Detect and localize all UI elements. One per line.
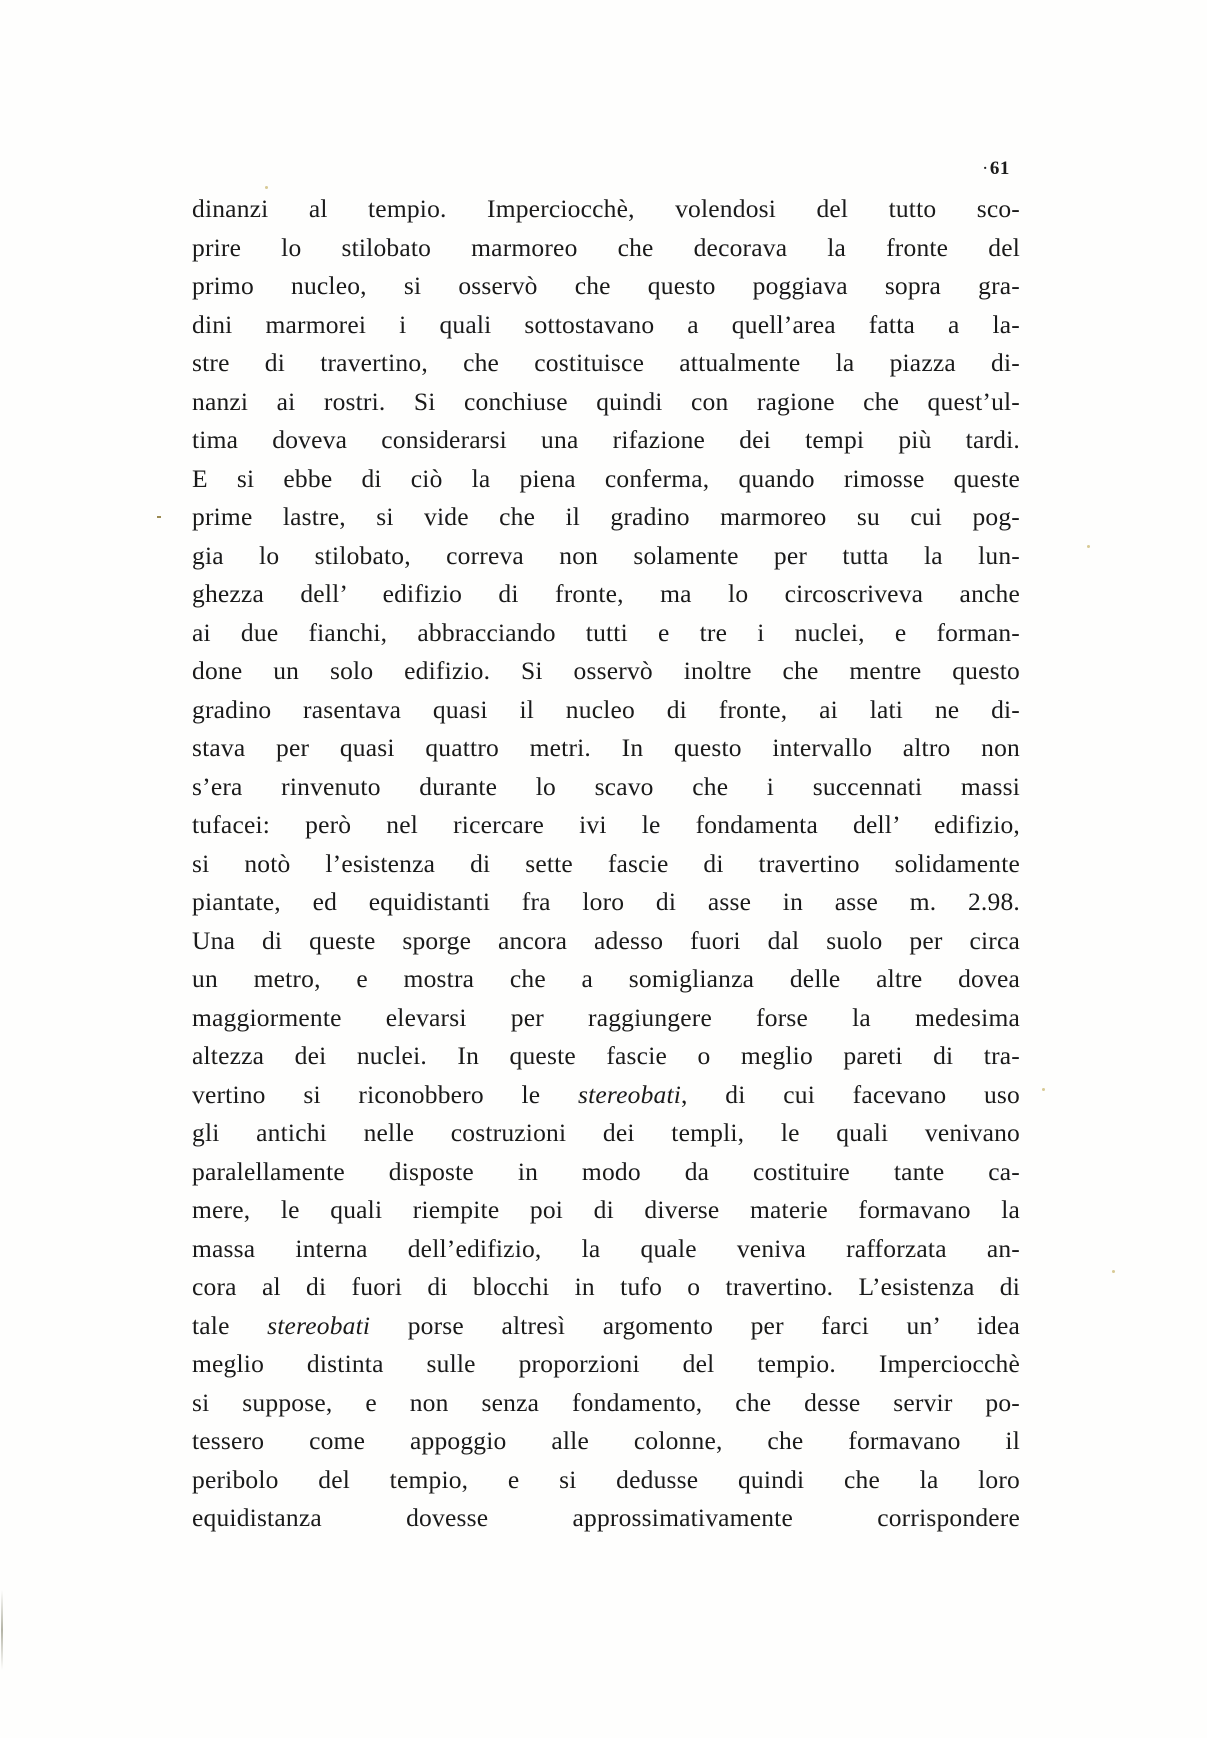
text-line: gia lo stilobato, correva non solamente per tutta la lun- (192, 540, 1020, 570)
text-line: dinanzi al tempio. Imperciocchè, volendosi del tutto sco- (192, 194, 1020, 223)
text-line: tufacei: però nel ricercare ivi le fondamenta dell’ edifizio, (192, 810, 1020, 839)
text-line: stava per quasi quattro metri. In questo intervallo altro non (192, 733, 1020, 762)
text-line: ai due fianchi, abbracciando tutti e tre i nuclei, e forman- (192, 617, 1020, 647)
text-run: porse altresì argomento per farci un’ idea (370, 1310, 1021, 1340)
text-line: prime lastre, si vide che il gradino marmoreo su cui pog- (192, 502, 1020, 531)
body-text (192, 190, 1020, 1538)
text-line: si notò l’esistenza di sette fascie di travertino solidamente (192, 848, 1020, 878)
binding-edge (1, 1590, 3, 1670)
text-run: vertino si riconobbero le (192, 1079, 578, 1109)
paper-speck (1112, 1270, 1115, 1273)
text-line: un metro, e mostra che a somiglianza delle altre dovea (192, 964, 1020, 993)
page-number: · 61 (982, 158, 1010, 180)
text-line: cora al di fuori di blocchi in tufo o travertino. L’esistenza di (192, 1272, 1020, 1301)
text-line: nanzi ai rostri. Si conchiuse quindi con ragione che quest’ul- (192, 386, 1020, 416)
text-line: gli antichi nelle costruzioni dei templi, le quali venivano (192, 1118, 1020, 1147)
text-line: stre di travertino, che costituisce attualmente la piazza di- (192, 348, 1020, 377)
text-line: done un solo edifizio. Si osservò inoltre che mentre questo (192, 656, 1020, 685)
text-line: primo nucleo, si osservò che questo poggiava sopra gra- (192, 271, 1020, 300)
text-run: , di cui facevano uso (681, 1079, 1020, 1109)
text-line: ghezza dell’ edifizio di fronte, ma lo circoscriveva anche (192, 579, 1020, 608)
text-line: dini marmorei i quali sottostavano a quell’area fatta a la- (192, 309, 1020, 339)
text-line: piantate, ed equidistanti fra loro di asse in asse m. 2.98. (192, 887, 1020, 916)
text-line (192, 1076, 1020, 1115)
paper-speck (1042, 1088, 1045, 1091)
text-line: tessero come appoggio alle colonne, che formavano il (192, 1426, 1020, 1455)
text-line: peribolo del tempio, e si dedusse quindi che la loro (192, 1464, 1020, 1494)
text-line: gradino rasentava quasi il nucleo di fronte, ai lati ne di- (192, 694, 1020, 724)
margin-mark (157, 516, 161, 518)
text-line: Una di queste sporge ancora adesso fuori dal suolo per circa (192, 925, 1020, 955)
italic-term: stereobati (578, 1079, 682, 1109)
text-line (192, 1307, 1020, 1346)
text-line: meglio distinta sulle proporzioni del tempio. Imperciocchè (192, 1349, 1020, 1378)
text-line: equidistanza dovesse approssimativamente corrispondere (192, 1503, 1020, 1532)
text-line: massa interna dell’edifizio, la quale veniva rafforzata an- (192, 1233, 1020, 1263)
text-line: si suppose, e non senza fondamento, che desse servir po- (192, 1387, 1020, 1417)
text-line: mere, le quali riempite poi di diverse materie formavano la (192, 1195, 1020, 1224)
text-line: altezza dei nuclei. In queste fascie o meglio pareti di tra- (192, 1041, 1020, 1070)
text-line: maggiormente elevarsi per raggiungere forse la medesima (192, 1002, 1020, 1032)
text-run: tale (192, 1310, 268, 1340)
paper-speck (1087, 545, 1090, 548)
text-line: paralellamente disposte in modo da costituire tante ca- (192, 1156, 1020, 1186)
text-line: tima doveva considerarsi una rifazione dei tempi più tardi. (192, 425, 1020, 454)
paper-speck (265, 186, 268, 189)
text-line: s’era rinvenuto durante lo scavo che i succennati massi (192, 771, 1020, 801)
italic-term: stereobati (267, 1310, 371, 1340)
text-line: prire lo stilobato marmoreo che decorava la fronte del (192, 232, 1020, 262)
text-line: E si ebbe di ciò la piena conferma, quando rimosse queste (192, 463, 1020, 493)
